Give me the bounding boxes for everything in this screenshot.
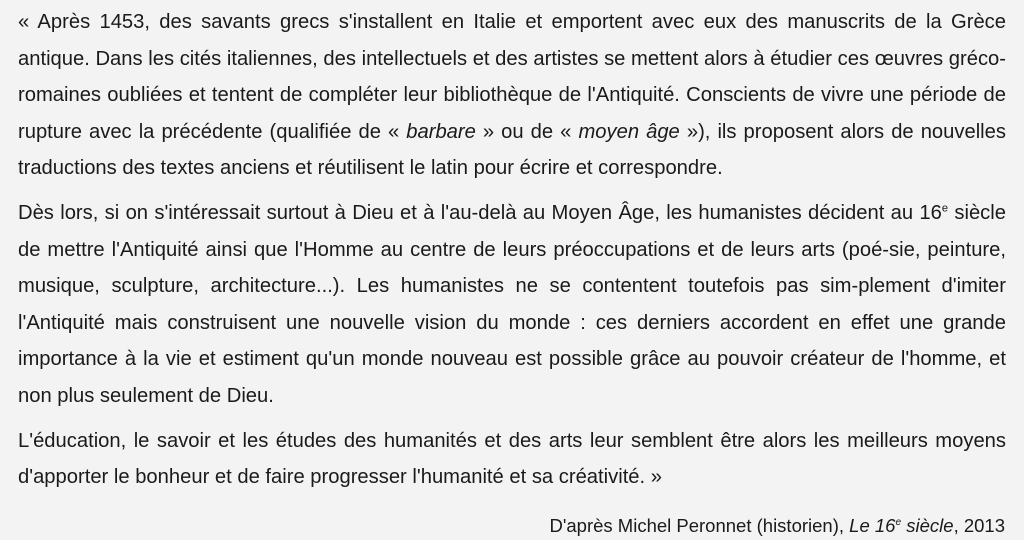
paragraph-3 — [18, 423, 1006, 496]
century-superscript: e — [941, 202, 949, 215]
source-title-b: siècle — [901, 514, 954, 536]
paragraph-3-text: L'éducation, le savoir et les études des humanités et des arts leur semblent être alors les meilleurs moyens d'apporter le bonheur et de faire progresser l'humanité et sa créativité. — [18, 429, 1006, 489]
paragraph-1 — [18, 4, 1006, 187]
paragraph-1-text-a: Après 1453, des savants grecs s'installent en Italie et emportent avec eux des manuscrits de la Grèce antique. Dans les cités italiennes, des intellectuels et des artistes se mettent alors à étudier ces œuvres gréco-romaines oubliées et tentent de compléter leur bibliothèque de l'Antiquité. Conscients de vivre une période de rupture avec la précédente (qualifiée de « — [18, 11, 1006, 143]
source-title-a: Le 16 — [849, 514, 896, 536]
paragraph-2-text-a: Dès lors, si on s'intéressait surtout à Dieu et à l'au-delà au Moyen Âge, les humanistes décident au 16 — [18, 201, 942, 224]
term-barbare: barbare — [406, 120, 476, 143]
paragraph-1-text-b: » ou de « — [475, 120, 579, 143]
source-year: , 2013 — [953, 514, 1005, 536]
source-title-superscript: e — [895, 516, 902, 528]
source-title — [849, 515, 953, 536]
paragraph-2-text-b: siècle de mettre l'Antiquité ainsi que l'Homme au centre de leurs préoccupations et de leurs arts (poé-sie, peinture, musique, sculpture, architecture...). Les humanistes ne se contentent toutefois pas sim-plement d'imiter l'Antiquité mais construisent une nouvelle vision du monde : ces derniers accordent en effet une grande importance à la vie et estiment qu'un monde nouveau est possible grâce au pouvoir créateur de l'homme, et non plus seulement de Dieu. — [18, 201, 1006, 407]
paragraph-1-text-c: »), ils proposent alors de nouvelles traductions des textes anciens et réutilisent le latin pour écrire et correspondre. — [18, 120, 1006, 180]
paragraph-2 — [18, 195, 1006, 415]
source-author: D'après Michel Peronnet (historien), — [549, 514, 850, 536]
source-citation — [18, 512, 1006, 540]
term-moyen-age: moyen âge — [578, 120, 680, 143]
opening-quote-mark: « — [18, 11, 38, 33]
closing-quote-mark: » — [645, 466, 662, 489]
